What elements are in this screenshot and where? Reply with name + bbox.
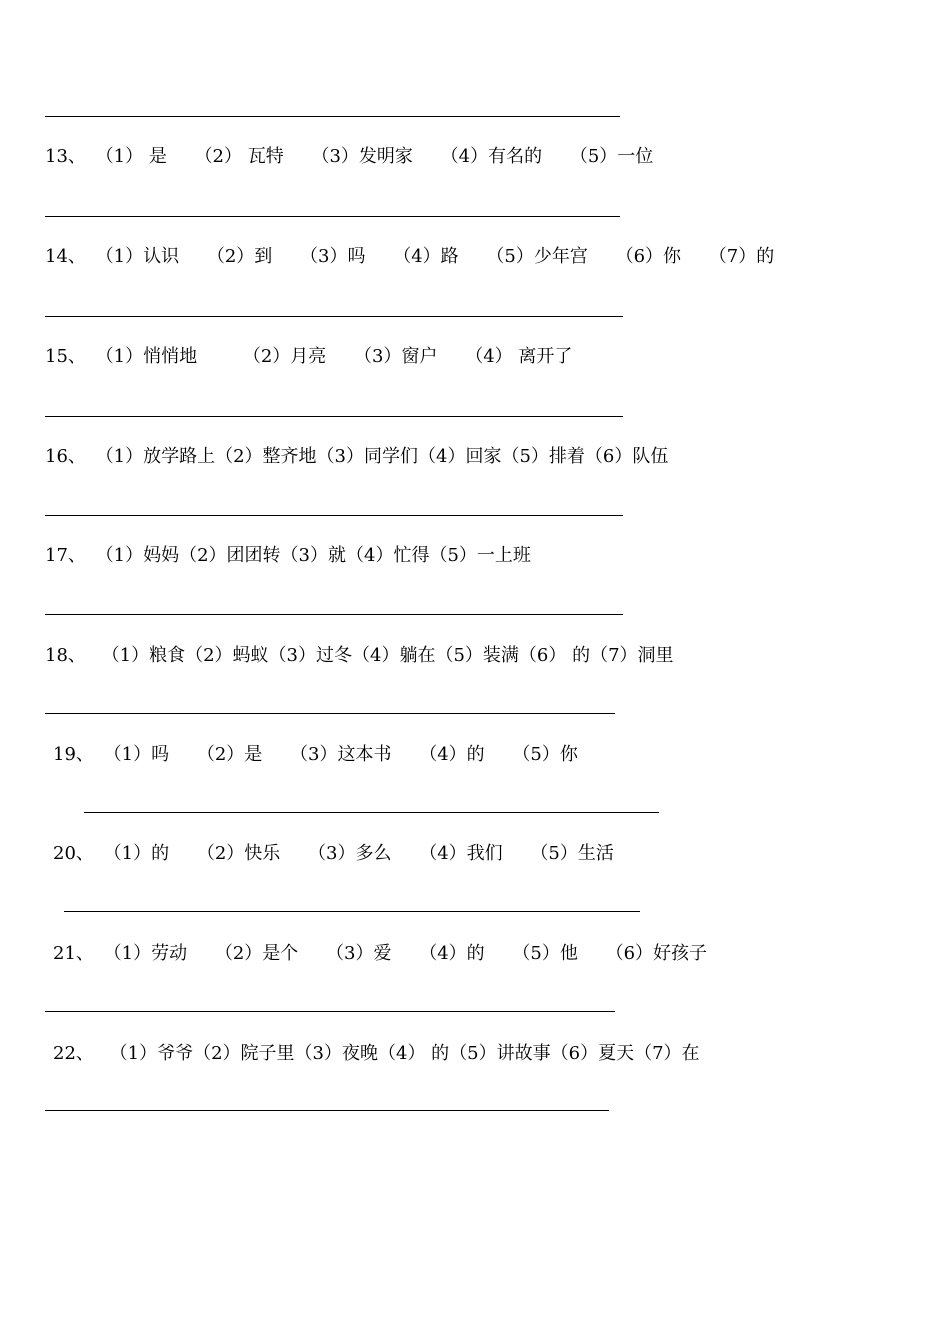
answer-line: [45, 713, 615, 714]
question-number: 17、: [45, 545, 86, 566]
answer-line: [45, 116, 620, 117]
word-option: （1）悄悄地: [95, 346, 198, 367]
word-option: （4）有名的: [440, 146, 543, 167]
word-option: （5）装满: [435, 645, 519, 666]
word-option: （2）到: [206, 246, 273, 267]
question-number: 20、: [53, 843, 94, 864]
answer-line: [45, 614, 623, 615]
answer-line: [45, 1110, 609, 1111]
answer-line: [45, 515, 623, 516]
question-20: [53, 843, 636, 865]
word-option: （5）讲故事: [449, 1043, 551, 1064]
answer-line: [84, 812, 659, 813]
word-option: （3）发明家: [311, 146, 413, 167]
question-number: 22、: [53, 1043, 94, 1064]
word-option: （4）我们: [419, 843, 503, 864]
word-option: （1） 是: [95, 146, 167, 167]
word-option: （1）粮食: [101, 645, 186, 666]
word-option: （2） 瓦特: [194, 146, 284, 167]
word-option: （4）的: [419, 744, 485, 765]
word-option: （1）爷爷: [109, 1043, 194, 1064]
question-number: 21、: [53, 943, 94, 964]
question-17: [45, 545, 531, 567]
word-option: （3）吗: [300, 246, 366, 267]
word-option: （3）就: [280, 545, 346, 566]
word-option: （5）一上班: [429, 545, 531, 566]
question-number: 13、: [45, 146, 86, 167]
word-option: （1）吗: [103, 744, 170, 765]
word-option: （1）放学路上: [95, 446, 216, 467]
question-number: 16、: [45, 446, 86, 467]
question-16: [45, 446, 668, 468]
question-13: [45, 146, 675, 168]
word-option: （3）夜晚: [294, 1043, 378, 1064]
question-number: 18、: [45, 645, 86, 666]
word-option: （2）团团转: [179, 545, 281, 566]
question-number: 14、: [45, 246, 86, 267]
question-number: 15、: [45, 346, 86, 367]
word-option: （5）生活: [530, 843, 614, 864]
word-option: （1）认识: [95, 246, 180, 267]
word-option: （4）躺在: [352, 645, 436, 666]
word-option: （2）快乐: [196, 843, 281, 864]
word-option: （2）整齐地: [215, 446, 317, 467]
word-option: （5）一位: [569, 146, 654, 167]
word-option: （3）同学们: [316, 446, 418, 467]
word-option: （2）月亮: [242, 346, 327, 367]
word-option: （3）多么: [308, 843, 392, 864]
word-option: （7）的: [708, 246, 775, 267]
question-22: [53, 1043, 700, 1065]
word-option: （6）夏天: [550, 1043, 635, 1064]
word-option: （6） 的: [518, 645, 591, 666]
word-option: （5）排着: [501, 446, 585, 467]
word-option: （4） 的: [378, 1043, 450, 1064]
word-option: （3）这本书: [290, 744, 392, 765]
word-option: （4）路: [393, 246, 459, 267]
word-option: （7）在: [634, 1043, 700, 1064]
word-option: （3）过冬: [268, 645, 352, 666]
question-21: [53, 943, 729, 965]
word-option: （5）你: [512, 744, 578, 765]
word-option: （6）队伍: [584, 446, 669, 467]
question-14: [45, 246, 796, 268]
word-option: （1）劳动: [103, 943, 188, 964]
word-option: （4）忙得: [346, 545, 430, 566]
word-option: （5）他: [512, 943, 578, 964]
word-option: （5）少年宫: [486, 246, 588, 267]
question-18: [45, 645, 674, 667]
answer-line: [45, 1011, 615, 1012]
word-option: （1）妈妈: [95, 545, 180, 566]
word-option: （4）回家: [418, 446, 502, 467]
word-option: （4） 离开了: [465, 346, 573, 367]
word-option: （2）是: [196, 744, 263, 765]
word-option: （2）是个: [214, 943, 299, 964]
answer-line: [45, 216, 620, 217]
question-number: 19、: [53, 744, 94, 765]
word-option: （6）好孩子: [605, 943, 708, 964]
word-option: （4）的: [419, 943, 485, 964]
word-option: （2）院子里: [193, 1043, 295, 1064]
answer-line: [45, 416, 623, 417]
answer-line: [45, 316, 623, 317]
word-option: （6）你: [615, 246, 682, 267]
question-19: [53, 744, 600, 766]
word-option: （2）蚂蚁: [185, 645, 269, 666]
word-option: （7）洞里: [590, 645, 674, 666]
answer-line: [64, 911, 640, 912]
word-option: （3）爱: [326, 943, 392, 964]
word-option: （1）的: [103, 843, 170, 864]
word-option: （3）窗户: [354, 346, 438, 367]
question-15: [45, 346, 594, 368]
